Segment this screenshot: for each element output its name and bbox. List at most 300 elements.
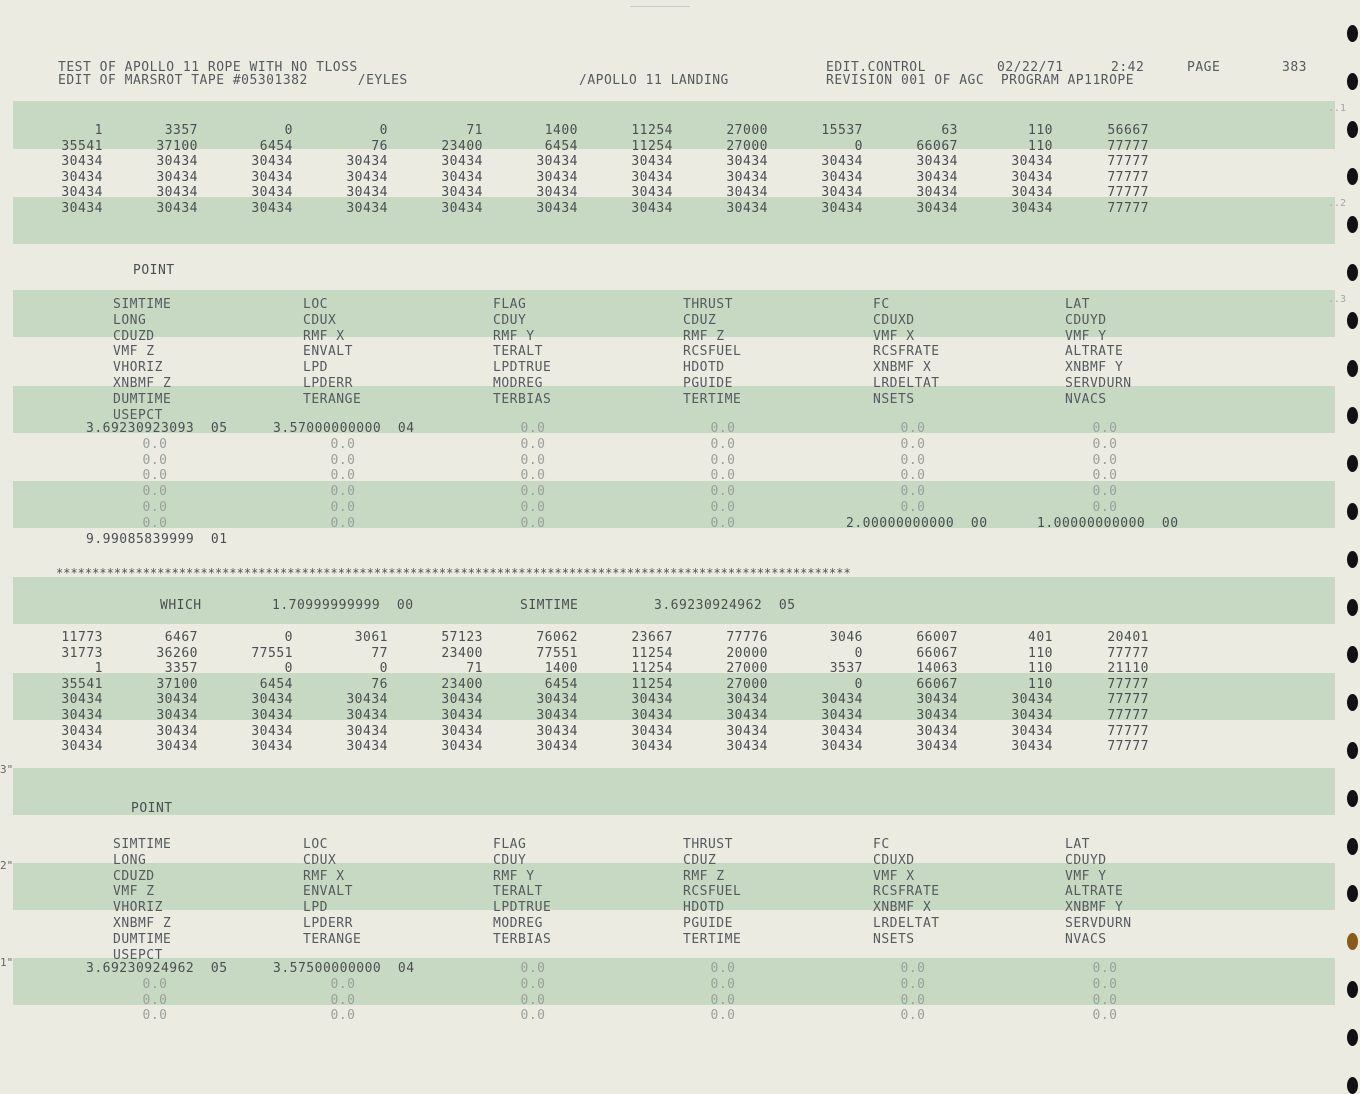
octal-cell: 3046 xyxy=(829,630,863,645)
octal-cell: 71 xyxy=(466,123,483,138)
field-label: LPDERR xyxy=(303,916,353,931)
octal-cell: 30434 xyxy=(61,739,103,755)
octal-cell: 77551 xyxy=(251,645,293,661)
field-value: 0.0 xyxy=(520,468,546,484)
field-label: VHORIZ xyxy=(113,360,163,376)
octal-cell: 57123 xyxy=(441,630,483,645)
octal-cell: 30434 xyxy=(61,169,103,185)
octal-cell: 23400 xyxy=(441,676,483,692)
octal-cell: 30434 xyxy=(61,185,103,201)
octal-cell: 77551 xyxy=(536,645,578,661)
field-value: 0.0 xyxy=(142,1008,168,1024)
field-label: TERALT xyxy=(493,344,543,360)
octal-cell: 77777 xyxy=(1107,169,1149,185)
margin-mark-3in: 3" xyxy=(0,763,14,776)
octal-cell: 76 xyxy=(371,138,388,154)
feed-hole xyxy=(1347,407,1358,424)
field-value: 0.0 xyxy=(710,992,736,1008)
field-value: 0.0 xyxy=(900,961,926,976)
field-label: RMF X xyxy=(303,868,345,884)
field-label: PGUIDE xyxy=(683,916,733,931)
octal-cell: 1 xyxy=(94,123,103,138)
octal-cell: 30434 xyxy=(916,185,958,201)
octal-cell: 30434 xyxy=(726,739,768,755)
octal-cell: 30434 xyxy=(156,723,198,739)
header-edit-control: EDIT.CONTROL xyxy=(826,60,926,75)
feed-hole xyxy=(1347,790,1358,807)
field-label: FC xyxy=(873,297,890,312)
octal-cell: 0 xyxy=(854,138,863,154)
field-label: VMF Z xyxy=(113,884,155,900)
octal-cell: 6454 xyxy=(544,138,578,154)
octal-cell: 30434 xyxy=(631,154,673,170)
octal-cell: 3357 xyxy=(164,123,198,138)
octal-cell: 21110 xyxy=(1107,661,1149,677)
field-label: RMF Z xyxy=(683,868,725,884)
field-value: 0.0 xyxy=(1092,1008,1118,1024)
field-label: LRDELTAT xyxy=(873,376,940,391)
field-label: CDUZ xyxy=(683,852,717,868)
field-label: ENVALT xyxy=(303,884,353,900)
octal-cell: 66007 xyxy=(916,630,958,645)
feed-hole xyxy=(1347,312,1358,329)
header-date: 02/22/71 xyxy=(997,60,1064,75)
octal-cell: 35541 xyxy=(61,676,103,692)
field-value: 3.57500000000 04 xyxy=(273,961,415,976)
field-label: CDUZ xyxy=(683,312,717,328)
octal-cell: 30434 xyxy=(631,692,673,708)
field-label: VMF X xyxy=(873,328,915,344)
octal-cell: 27000 xyxy=(726,123,768,138)
field-value: 0.0 xyxy=(142,436,168,452)
field-label: CDUX xyxy=(303,852,337,868)
octal-cell: 30434 xyxy=(251,692,293,708)
field-value: 0.0 xyxy=(710,468,736,484)
octal-cell: 77776 xyxy=(726,630,768,645)
octal-cell: 77777 xyxy=(1107,185,1149,201)
field-label: RCSFUEL xyxy=(683,884,742,900)
octal-cell: 30434 xyxy=(61,201,103,216)
octal-cell: 30434 xyxy=(726,154,768,170)
octal-cell: 27000 xyxy=(726,138,768,154)
field-value: 0.0 xyxy=(142,500,168,515)
margin-mark-2in: 2" xyxy=(0,859,14,872)
octal-cell: 30434 xyxy=(346,708,388,723)
octal-cell: 30434 xyxy=(536,201,578,216)
field-value: 0.0 xyxy=(520,484,546,500)
field-value: 0.0 xyxy=(520,421,546,436)
band xyxy=(13,768,1335,815)
octal-cell: 30434 xyxy=(1011,154,1053,170)
header-mission: /APOLLO 11 LANDING xyxy=(579,73,729,88)
octal-cell: 30434 xyxy=(631,723,673,739)
feed-hole xyxy=(1347,838,1358,855)
octal-cell: 30434 xyxy=(916,739,958,755)
feed-hole xyxy=(1347,1077,1358,1094)
octal-cell: 1400 xyxy=(544,661,578,677)
octal-cell: 30434 xyxy=(346,201,388,216)
field-value: 0.0 xyxy=(520,961,546,976)
octal-cell: 77777 xyxy=(1107,645,1149,661)
margin-mark-right-3: ..3 xyxy=(1327,294,1346,305)
field-value: 0.0 xyxy=(142,976,168,992)
band xyxy=(13,290,1335,337)
field-value: 0.0 xyxy=(710,961,736,976)
field-value: 0.0 xyxy=(330,452,356,468)
which-value: 1.70999999999 00 xyxy=(272,598,414,613)
field-label: MODREG xyxy=(493,376,543,391)
top-tear-line xyxy=(630,6,690,7)
octal-cell: 66067 xyxy=(916,645,958,661)
octal-cell: 30434 xyxy=(156,169,198,185)
field-label: VMF X xyxy=(873,868,915,884)
octal-cell: 30434 xyxy=(821,154,863,170)
header-time: 2:42 xyxy=(1111,60,1145,75)
octal-cell: 30434 xyxy=(1011,708,1053,723)
octal-cell: 14063 xyxy=(916,661,958,677)
octal-cell: 30434 xyxy=(156,185,198,201)
octal-cell: 77777 xyxy=(1107,723,1149,739)
margin-mark-right-2: ..2 xyxy=(1327,198,1346,209)
field-value: 0.0 xyxy=(900,976,926,992)
feed-hole xyxy=(1347,933,1358,950)
field-label: TERTIME xyxy=(683,391,742,407)
octal-cell: 30434 xyxy=(441,201,483,216)
octal-cell: 30434 xyxy=(346,692,388,708)
octal-cell: 30434 xyxy=(156,739,198,755)
field-value: 0.0 xyxy=(900,452,926,468)
octal-cell: 0 xyxy=(379,661,388,677)
field-label: XNBMF Z xyxy=(113,916,172,931)
feed-hole xyxy=(1347,503,1358,520)
field-label: LAT xyxy=(1065,837,1090,852)
header-revision: REVISION 001 OF AGC PROGRAM AP11ROPE xyxy=(826,73,1135,88)
field-label: NVACS xyxy=(1065,931,1107,947)
band xyxy=(13,863,1335,910)
octal-cell: 30434 xyxy=(346,169,388,185)
octal-cell: 71 xyxy=(466,661,483,677)
field-value: 0.0 xyxy=(1092,452,1118,468)
field-label: LPD xyxy=(303,360,328,376)
field-label: NSETS xyxy=(873,391,915,407)
octal-cell: 3357 xyxy=(164,661,198,677)
field-label: FLAG xyxy=(493,837,527,852)
octal-cell: 110 xyxy=(1028,676,1053,692)
field-label: TERANGE xyxy=(303,391,362,407)
field-value: 0.0 xyxy=(330,1008,356,1024)
octal-cell: 30434 xyxy=(821,708,863,723)
octal-cell: 30434 xyxy=(251,708,293,723)
octal-cell: 30434 xyxy=(346,154,388,170)
field-label: ENVALT xyxy=(303,344,353,360)
feed-hole xyxy=(1347,216,1358,233)
octal-cell: 110 xyxy=(1028,661,1053,677)
octal-cell: 1400 xyxy=(544,123,578,138)
field-label: ALTRATE xyxy=(1065,884,1124,900)
field-label: LPD xyxy=(303,900,328,916)
field-label: CDUZD xyxy=(113,868,155,884)
octal-cell: 6454 xyxy=(544,676,578,692)
field-value: 0.0 xyxy=(330,515,356,531)
point-title: POINT xyxy=(133,263,175,278)
field-label: USEPCT xyxy=(113,947,163,963)
field-value: 0.0 xyxy=(900,468,926,484)
octal-cell: 30434 xyxy=(726,169,768,185)
field-value: 0.0 xyxy=(330,976,356,992)
field-label: RMF Z xyxy=(683,328,725,344)
field-label: LPDTRUE xyxy=(493,900,552,916)
field-value: 3.69230924962 05 xyxy=(86,961,228,976)
field-label: LOC xyxy=(303,837,328,852)
field-value: 0.0 xyxy=(520,452,546,468)
field-label: CDUXD xyxy=(873,852,915,868)
field-label: CDUY xyxy=(493,852,527,868)
field-value: 0.0 xyxy=(710,484,736,500)
octal-cell: 30434 xyxy=(821,201,863,216)
field-label: LPDERR xyxy=(303,376,353,391)
field-value: 3.69230923093 05 xyxy=(86,421,228,436)
field-label: VHORIZ xyxy=(113,900,163,916)
feed-hole xyxy=(1347,742,1358,759)
field-value: 0.0 xyxy=(142,452,168,468)
octal-cell: 110 xyxy=(1028,645,1053,661)
octal-cell: 30434 xyxy=(536,723,578,739)
octal-cell: 30434 xyxy=(346,185,388,201)
octal-cell: 30434 xyxy=(726,201,768,216)
field-label: PGUIDE xyxy=(683,376,733,391)
field-value: 0.0 xyxy=(520,976,546,992)
octal-cell: 37100 xyxy=(156,676,198,692)
field-value: 0.0 xyxy=(142,515,168,531)
octal-cell: 30434 xyxy=(821,739,863,755)
octal-cell: 110 xyxy=(1028,123,1053,138)
octal-cell: 30434 xyxy=(1011,692,1053,708)
octal-cell: 30434 xyxy=(251,201,293,216)
field-label: LONG xyxy=(113,312,147,328)
margin-mark-right-1: ..1 xyxy=(1327,103,1346,114)
field-value: 0.0 xyxy=(520,436,546,452)
field-label: LRDELTAT xyxy=(873,916,940,931)
feed-hole xyxy=(1347,885,1358,902)
feed-hole xyxy=(1347,121,1358,138)
octal-cell: 30434 xyxy=(1011,169,1053,185)
octal-cell: 30434 xyxy=(156,708,198,723)
octal-cell: 30434 xyxy=(916,708,958,723)
header-page-label: PAGE xyxy=(1187,60,1221,75)
octal-cell: 3537 xyxy=(829,661,863,677)
header-page-number: 383 xyxy=(1282,60,1307,75)
field-value: 0.0 xyxy=(710,500,736,515)
octal-cell: 30434 xyxy=(631,169,673,185)
octal-cell: 30434 xyxy=(156,154,198,170)
field-label: VMF Y xyxy=(1065,328,1107,344)
octal-cell: 30434 xyxy=(441,185,483,201)
octal-cell: 30434 xyxy=(726,708,768,723)
field-label: CDUX xyxy=(303,312,337,328)
octal-cell: 66067 xyxy=(916,138,958,154)
octal-cell: 30434 xyxy=(536,154,578,170)
field-value: 0.0 xyxy=(900,992,926,1008)
octal-cell: 30434 xyxy=(821,723,863,739)
octal-cell: 11254 xyxy=(631,661,673,677)
field-label: ALTRATE xyxy=(1065,344,1124,360)
field-value: 0.0 xyxy=(1092,468,1118,484)
field-value: 0.0 xyxy=(710,976,736,992)
octal-cell: 35541 xyxy=(61,138,103,154)
field-value: 0.0 xyxy=(900,500,926,515)
octal-cell: 0 xyxy=(284,630,293,645)
field-value: 0.0 xyxy=(900,436,926,452)
octal-cell: 30434 xyxy=(156,692,198,708)
octal-cell: 23667 xyxy=(631,630,673,645)
octal-cell: 30434 xyxy=(536,739,578,755)
field-label: TERBIAS xyxy=(493,391,552,407)
margin-mark-1in: 1" xyxy=(0,956,14,969)
octal-cell: 30434 xyxy=(916,169,958,185)
feed-hole xyxy=(1347,168,1358,185)
octal-cell: 30434 xyxy=(441,723,483,739)
field-value: 0.0 xyxy=(710,436,736,452)
octal-cell: 0 xyxy=(284,661,293,677)
octal-cell: 11254 xyxy=(631,676,673,692)
feed-hole xyxy=(1347,551,1358,568)
field-label: SIMTIME xyxy=(113,297,172,312)
octal-cell: 77777 xyxy=(1107,138,1149,154)
separator-line: ************************************************************************************************************** xyxy=(56,566,851,580)
octal-cell: 30434 xyxy=(441,708,483,723)
field-value: 0.0 xyxy=(520,500,546,515)
octal-cell: 30434 xyxy=(346,723,388,739)
feed-hole xyxy=(1347,455,1358,472)
field-label: SERVDURN xyxy=(1065,916,1132,931)
field-label: CDUXD xyxy=(873,312,915,328)
field-label: VMF Y xyxy=(1065,868,1107,884)
field-value: 0.0 xyxy=(330,468,356,484)
field-value: 0.0 xyxy=(520,1008,546,1024)
octal-cell: 30434 xyxy=(916,723,958,739)
field-label: RCSFRATE xyxy=(873,884,940,900)
field-label: LOC xyxy=(303,297,328,312)
field-label: XNBMF X xyxy=(873,900,932,916)
octal-cell: 30434 xyxy=(726,723,768,739)
octal-cell: 11254 xyxy=(631,138,673,154)
field-label: DUMTIME xyxy=(113,391,172,407)
feed-hole xyxy=(1347,646,1358,663)
field-label: HDOTD xyxy=(683,360,725,376)
field-label: SERVDURN xyxy=(1065,376,1132,391)
octal-cell: 30434 xyxy=(1011,201,1053,216)
field-label: MODREG xyxy=(493,916,543,931)
field-value: 0.0 xyxy=(900,421,926,436)
octal-cell: 0 xyxy=(854,645,863,661)
header-tape: EDIT OF MARSROT TAPE #05301382 /EYLES xyxy=(58,73,408,88)
field-label: RMF Y xyxy=(493,328,535,344)
feed-hole xyxy=(1347,694,1358,711)
octal-cell: 15537 xyxy=(821,123,863,138)
octal-cell: 30434 xyxy=(1011,739,1053,755)
feed-hole xyxy=(1347,264,1358,281)
octal-cell: 36260 xyxy=(156,645,198,661)
field-value: 1.00000000000 00 xyxy=(1037,515,1179,531)
octal-cell: 30434 xyxy=(61,692,103,708)
octal-cell: 30434 xyxy=(726,185,768,201)
feed-hole xyxy=(1347,599,1358,616)
field-label: CDUYD xyxy=(1065,852,1107,868)
field-value: 0.0 xyxy=(330,484,356,500)
field-label: CDUZD xyxy=(113,328,155,344)
octal-cell: 0 xyxy=(854,676,863,692)
field-value: 0.0 xyxy=(710,1008,736,1024)
octal-cell: 77 xyxy=(371,645,388,661)
feed-hole xyxy=(1347,360,1358,377)
octal-cell: 20401 xyxy=(1107,630,1149,645)
octal-cell: 30434 xyxy=(536,708,578,723)
octal-cell: 30434 xyxy=(916,201,958,216)
field-value: 0.0 xyxy=(142,992,168,1008)
field-value: 0.0 xyxy=(330,500,356,515)
field-label: THRUST xyxy=(683,837,733,852)
octal-cell: 30434 xyxy=(536,692,578,708)
octal-cell: 30434 xyxy=(61,708,103,723)
octal-cell: 30434 xyxy=(251,169,293,185)
field-label: RCSFRATE xyxy=(873,344,940,360)
field-label: CDUYD xyxy=(1065,312,1107,328)
octal-cell: 30434 xyxy=(441,739,483,755)
octal-cell: 30434 xyxy=(631,201,673,216)
octal-cell: 30434 xyxy=(631,708,673,723)
field-label: FC xyxy=(873,837,890,852)
octal-cell: 31773 xyxy=(61,645,103,661)
octal-cell: 30434 xyxy=(251,739,293,755)
octal-cell: 23400 xyxy=(441,645,483,661)
octal-cell: 23400 xyxy=(441,138,483,154)
octal-cell: 77777 xyxy=(1107,708,1149,723)
field-label: THRUST xyxy=(683,297,733,312)
octal-cell: 77777 xyxy=(1107,676,1149,692)
field-value: 0.0 xyxy=(520,992,546,1008)
field-label: NSETS xyxy=(873,931,915,947)
octal-cell: 3061 xyxy=(354,630,388,645)
field-value: 0.0 xyxy=(1092,421,1118,436)
feed-hole xyxy=(1347,1029,1358,1046)
octal-cell: 1 xyxy=(94,661,103,677)
field-label: NVACS xyxy=(1065,391,1107,407)
field-value: 0.0 xyxy=(1092,992,1118,1008)
field-value: 0.0 xyxy=(330,436,356,452)
octal-cell: 30434 xyxy=(441,692,483,708)
field-label: XNBMF X xyxy=(873,360,932,376)
octal-cell: 66067 xyxy=(916,676,958,692)
octal-cell: 30434 xyxy=(441,154,483,170)
octal-cell: 11254 xyxy=(631,645,673,661)
simtime-label: SIMTIME xyxy=(520,598,579,613)
octal-cell: 30434 xyxy=(631,739,673,755)
field-label: TERANGE xyxy=(303,931,362,947)
field-value: 0.0 xyxy=(1092,976,1118,992)
field-value: 0.0 xyxy=(1092,436,1118,452)
field-value: 0.0 xyxy=(142,468,168,484)
simtime-value: 3.69230924962 05 xyxy=(654,598,796,613)
octal-cell: 76 xyxy=(371,676,388,692)
field-value: 0.0 xyxy=(900,1008,926,1024)
octal-cell: 110 xyxy=(1028,138,1053,154)
field-value: 0.0 xyxy=(710,515,736,531)
octal-cell: 30434 xyxy=(821,169,863,185)
which-label: WHICH xyxy=(160,598,202,613)
field-label: TERTIME xyxy=(683,931,742,947)
field-label: LPDTRUE xyxy=(493,360,552,376)
octal-cell: 30434 xyxy=(536,169,578,185)
